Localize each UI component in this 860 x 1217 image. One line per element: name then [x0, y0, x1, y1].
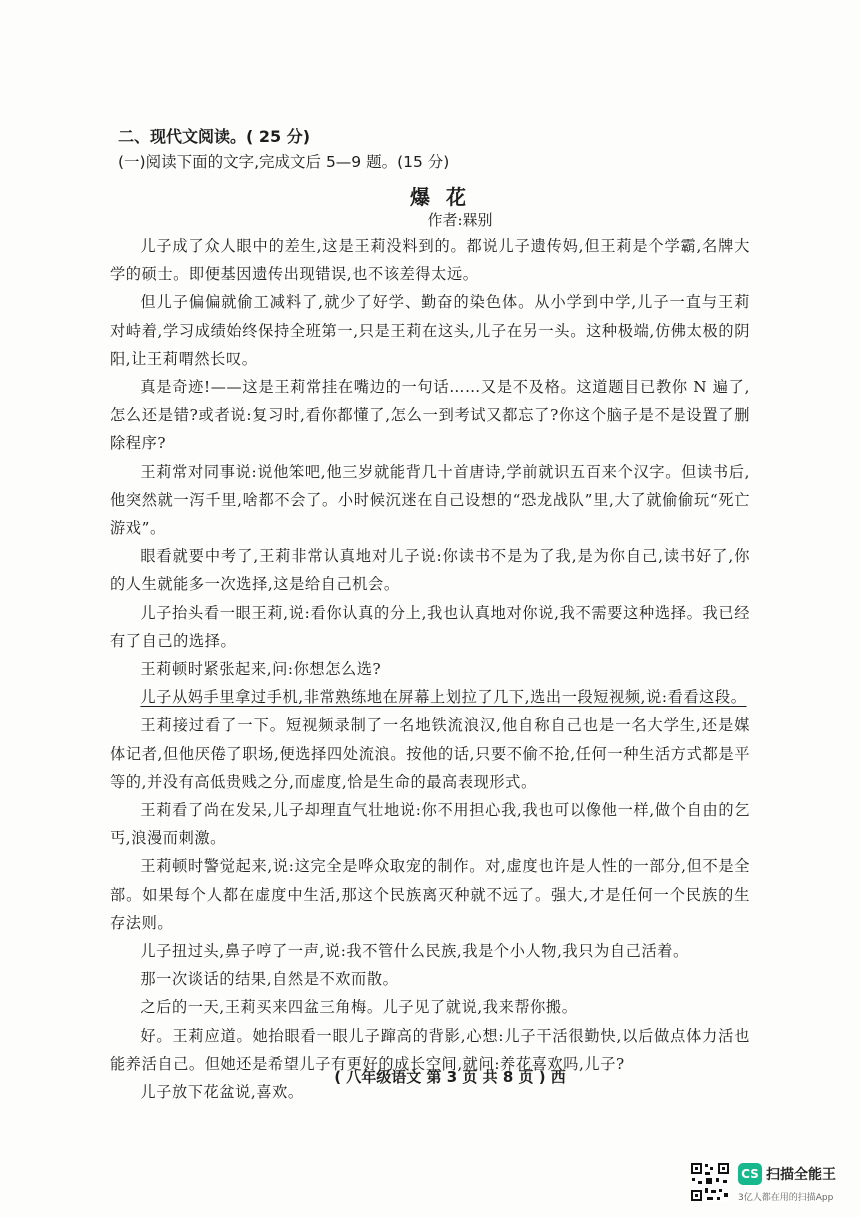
- page-footer: ( 八年级语文 第 3 页 共 8 页 ) 西: [334, 1068, 566, 1086]
- qr-code-icon: [690, 1162, 730, 1202]
- paragraph-1: 儿子成了众人眼中的差生,这是王莉没料到的。都说儿子遗传妈,但王莉是个学霸,名牌大学的硕士。即便基因遗传出现错误,也不该差得太远。: [110, 237, 750, 284]
- camscanner-app-name: 扫描全能王: [766, 1167, 836, 1183]
- paragraph-4: 王莉常对同事说:说他笨吧,他三岁就能背几十首唐诗,学前就识五百来个汉字。但读书后,他突然就一泻千里,啥都不会了。小时候沉迷在自己设想的“恐龙战队”里,大了就偷偷玩“死亡游戏”。: [110, 462, 750, 538]
- paragraph-16: 儿子放下花盆说,喜欢。: [140, 1083, 304, 1102]
- paragraph-14: 之后的一天,王莉买来四盆三角梅。儿子见了就说,我来帮你搬。: [140, 998, 578, 1017]
- essay-author: 作者:槑别: [427, 211, 493, 229]
- paragraph-3: 真是奇迹!——这是王莉常挂在嘴边的一句话……又是不及格。这道题目已教你 N 遍了,怎么还是错?或者说:复习时,看你都懂了,怎么一到考试又都忘了?你这个脑子是不是设置了删除程序?: [110, 378, 750, 453]
- essay-body: [110, 232, 750, 1106]
- section-title: 二、现代文阅读。( 25 分): [118, 127, 311, 146]
- paragraph-7: 王莉顿时紧张起来,问:你想怎么选?: [140, 660, 382, 679]
- question-instruction: (一)阅读下面的文字,完成文后 5—9 题。(15 分): [118, 153, 450, 171]
- essay-title: 爆花: [410, 185, 482, 209]
- paragraph-10: 王莉看了尚在发呆,儿子却理直气壮地说:你不用担心我,我也可以像他一样,做个自由的乞丐,浪漫而刺激。: [110, 801, 750, 848]
- paragraph-2: 但儿子偏偏就偷工减料了,就少了好学、勤奋的染色体。从小学到中学,儿子一直与王莉对峙着,学习成绩始终保持全班第一,只是王莉在这头,儿子在另一头。这种极端,仿佛太极的阴阳,让王莉喟然长叹。: [110, 293, 750, 368]
- paragraph-15: 好。王莉应道。她抬眼看一眼儿子蹿高的背影,心想:儿子干活很勤快,以后做点体力活也能养活自己。但她还是希望儿子有更好的成长空间,就问:养花喜欢吗,儿子?: [110, 1026, 750, 1073]
- paragraph-11: 王莉顿时警觉起来,说:这完全是哗众取宠的制作。对,虚度也许是人性的一部分,但不是全部。如果每个人都在虚度中生活,那这个民族离灭种就不远了。强大,才是任何一个民族的生存法则。: [110, 857, 750, 932]
- paragraph-12: 儿子扭过头,鼻子哼了一声,说:我不管什么民族,我是个小人物,我只为自己活着。: [140, 942, 689, 961]
- paragraph-5: 眼看就要中考了,王莉非常认真地对儿子说:你读书不是为了我,是为你自己,读书好了,你的人生就能多一次选择,这是给自己机会。: [110, 547, 750, 594]
- paragraph-13: 那一次谈话的结果,自然是不欢而散。: [140, 970, 399, 989]
- camscanner-tagline: 3亿人都在用的扫描App: [738, 1193, 834, 1203]
- camscanner-logo: CS: [738, 1163, 762, 1185]
- paragraph-9: 王莉接过看了一下。短视频录制了一名地铁流浪汉,他自称自己也是一名大学生,还是媒体记者,但他厌倦了职场,便选择四处流浪。按他的话,只要不偷不抢,任何一种生活方式都是平等的,并没有高低贵贱之分,而虚度,恰是生命的最高表现形式。: [110, 716, 750, 791]
- paragraph-6: 儿子抬头看一眼王莉,说:看你认真的分上,我也认真地对你说,我不需要这种选择。我已经有了自己的选择。: [110, 603, 750, 650]
- paragraph-8-underlined: 儿子从妈手里拿过手机,非常熟练地在屏幕上划拉了几下,选出一段短视频,说:看看这段。: [140, 688, 747, 707]
